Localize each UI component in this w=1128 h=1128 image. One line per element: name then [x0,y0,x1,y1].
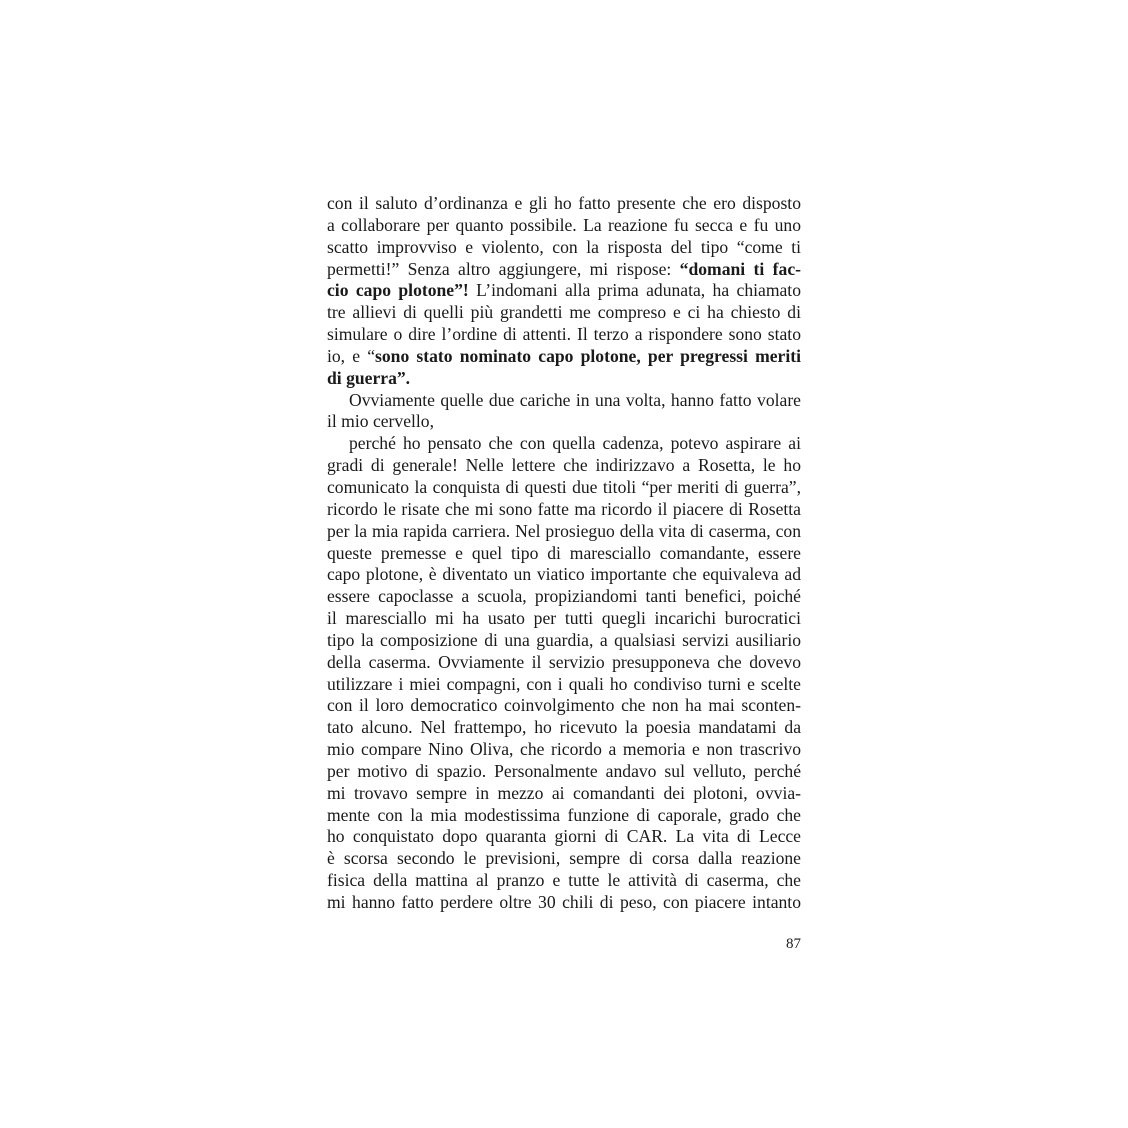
text-run: tato alcuno. Nel frattempo, ho ricevuto la poesia mandatami da [327,717,801,738]
text-line [327,215,801,237]
text-run: il maresciallo mi ha usato per tutti quegli incarichi burocratici [327,608,801,629]
text-run: per la mia rapida carriera. Nel prosieguo della vita di caserma, con [327,520,801,541]
text-run: Ovviamente quelle due cariche in una volta, hanno fatto volare [349,389,801,410]
text-line [327,761,801,783]
text-run: ricordo le risate che mi sono fatte ma ricordo il piacere di Rosetta [327,498,801,519]
bold-text-run: di guerra”. [327,367,411,388]
text-line [327,674,801,696]
text-line [327,521,801,543]
text-line [327,543,801,565]
bold-text-run: cio capo plotone”! [327,280,469,301]
bold-text-run: sono stato nominato capo plotone, per pregressi meriti [375,345,801,366]
text-run: per motivo di spazio. Personalmente andavo sul velluto, perché [327,760,801,781]
text-line [327,826,801,848]
text-line [327,433,801,455]
text-line [327,608,801,630]
bold-text-run: “domani ti fac- [679,258,802,279]
text-line [327,237,801,259]
text-run: tre allievi di quelli più grandetti me compreso e ci ha chiesto di [327,302,801,323]
text-line [327,411,801,433]
text-line [327,783,801,805]
text-line [327,477,801,499]
text-run: il mio cervello, [327,411,434,432]
text-run: scatto improvviso e violento, con la risposta del tipo “come ti [327,236,801,257]
text-line [327,586,801,608]
text-run: permetti!” Senza altro aggiungere, mi rispose: [327,258,680,279]
text-run: perché ho pensato che con quella cadenza, potevo aspirare ai [349,433,801,454]
text-run: comunicato la conquista di questi due titoli “per meriti di guerra”, [327,476,801,497]
text-run: con il saluto d’ordinanza e gli ho fatto presente che ero disposto [327,193,801,213]
text-run: essere capoclasse a scuola, propiziandomi tanti benefici, poiché [327,586,801,607]
text-line [327,368,801,390]
text-line [327,455,801,477]
text-run: a collaborare per quanto possibile. La reazione fu secca e fu uno [327,214,801,235]
text-line [327,346,801,368]
text-line [327,739,801,761]
text-line [327,848,801,870]
text-line [327,630,801,652]
page-number: 87 [786,936,801,952]
body-text [327,193,801,914]
text-line [327,259,801,281]
text-run: ho conquistato dopo quaranta giorni di CAR. La vita di Lecce [327,826,801,847]
text-line [327,390,801,412]
text-run: mi hanno fatto perdere oltre 30 chili di peso, con piacere intanto [327,892,801,912]
text-run: della caserma. Ovviamente il servizio presupponeva che dovevo [327,651,801,672]
text-line [327,695,801,717]
text-run: L’indomani alla prima adunata, ha chiamato [468,280,801,301]
text-line [327,280,801,302]
text-line [327,193,801,215]
text-run: mi trovavo sempre in mezzo ai comandanti dei plotoni, ovvia- [327,782,801,803]
text-line [327,717,801,739]
text-run: capo plotone, è diventato un viatico importante che equivaleva ad [327,564,801,585]
text-line [327,870,801,892]
text-run: è scorsa secondo le previsioni, sempre di corsa dalla reazione [327,848,801,869]
text-line [327,499,801,521]
text-run: queste premesse e quel tipo di maresciallo comandante, essere [327,542,801,563]
text-run: mente con la mia modestissima funzione di caporale, grado che [327,804,801,825]
text-run: simulare o dire l’ordine di attenti. Il terzo a rispondere sono stato [327,324,801,345]
text-run: gradi di generale! Nelle lettere che indirizzavo a Rosetta, le ho [327,455,801,476]
text-run: con il loro democratico coinvolgimento che non ha mai sconten- [327,695,801,716]
text-run: utilizzare i miei compagni, con i quali ho condiviso turni e scelte [327,673,801,694]
text-run: tipo la composizione di una guardia, a qualsiasi servizi ausiliario [327,629,801,650]
text-run: io, e “ [327,345,376,366]
text-line [327,302,801,324]
text-line [327,564,801,586]
text-line [327,892,801,914]
text-line [327,324,801,346]
text-run: mio compare Nino Oliva, che ricordo a memoria e non trascrivo [327,739,801,760]
text-line [327,805,801,827]
text-run: fisica della mattina al pranzo e tutte le attività di caserma, che [327,870,801,891]
text-line [327,652,801,674]
